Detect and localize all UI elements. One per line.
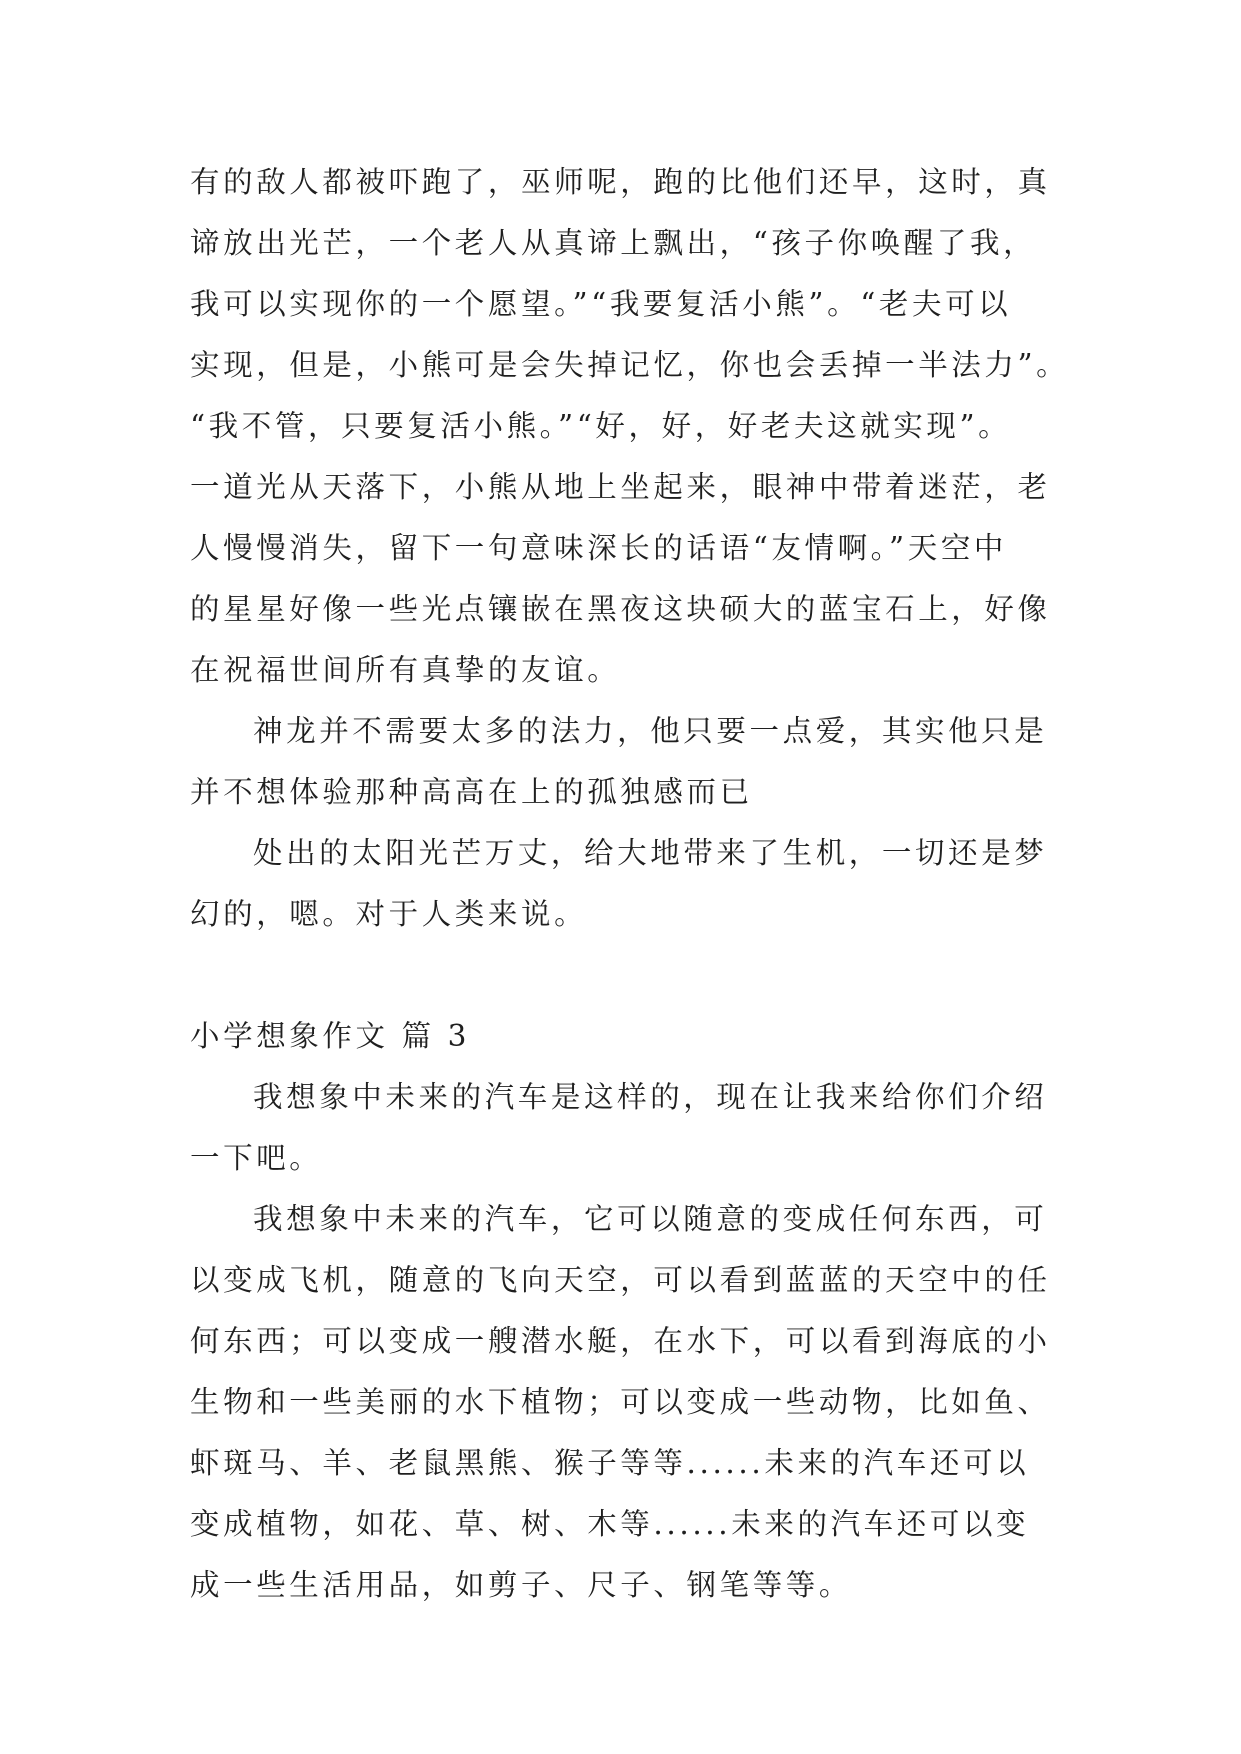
paragraph-line: 在祝福世间所有真挚的友谊。	[190, 653, 621, 687]
paragraph-line: 幻的，嗯。对于人类来说。	[190, 897, 588, 931]
paragraph-line: 我想象中未来的汽车，它可以随意的变成任何东西，可	[253, 1202, 1048, 1236]
paragraph-line: 生物和一些美丽的水下植物；可以变成一些动物，比如鱼、	[190, 1385, 1051, 1419]
paragraph-line: 何东西；可以变成一艘潜水艇，在水下，可以看到海底的小	[190, 1324, 1051, 1358]
section-heading: 小学想象作文 篇 3	[190, 1019, 471, 1053]
paragraph-line: 以变成飞机，随意的飞向天空，可以看到蓝蓝的天空中的任	[190, 1263, 1051, 1297]
paragraph-line: 谛放出光芒，一个老人从真谛上飘出，“孩子你唤醒了我，	[190, 226, 1037, 260]
paragraph-line: 虾斑马、羊、老鼠黑熊、猴子等等......未来的汽车还可以	[190, 1446, 1030, 1480]
paragraph-line: 神龙并不需要太多的法力，他只要一点爱，其实他只是	[253, 714, 1048, 748]
paragraph-line: 有的敌人都被吓跑了，巫师呢，跑的比他们还早，这时，真	[190, 165, 1051, 199]
paragraph-line: 人慢慢消失，留下一句意味深长的话语“友情啊。”天空中	[190, 531, 1008, 565]
paragraph-line: 的星星好像一些光点镶嵌在黑夜这块硕大的蓝宝石上，好像	[190, 592, 1051, 626]
paragraph-line: 处出的太阳光芒万丈，给大地带来了生机，一切还是梦	[253, 836, 1048, 870]
paragraph-line: 我可以实现你的一个愿望。”“我要复活小熊”。“老夫可以	[190, 287, 1012, 321]
paragraph-line: 一道光从天落下，小熊从地上坐起来，眼神中带着迷茫，老	[190, 470, 1051, 504]
paragraph-line: “我不管，只要复活小熊。”“好，好，好老夫这就实现”。	[190, 409, 1012, 443]
paragraph-line: 我想象中未来的汽车是这样的，现在让我来给你们介绍	[253, 1080, 1048, 1114]
paragraph-line: 变成植物，如花、草、树、木等......未来的汽车还可以变	[190, 1507, 1030, 1541]
paragraph-line: 成一些生活用品，如剪子、尺子、钢笔等等。	[190, 1568, 853, 1602]
paragraph-line: 一下吧。	[190, 1141, 323, 1175]
paragraph-line: 并不想体验那种高高在上的孤独感而已	[190, 775, 753, 809]
paragraph-line: 实现，但是，小熊可是会失掉记忆，你也会丢掉一半法力”。	[190, 348, 1070, 382]
